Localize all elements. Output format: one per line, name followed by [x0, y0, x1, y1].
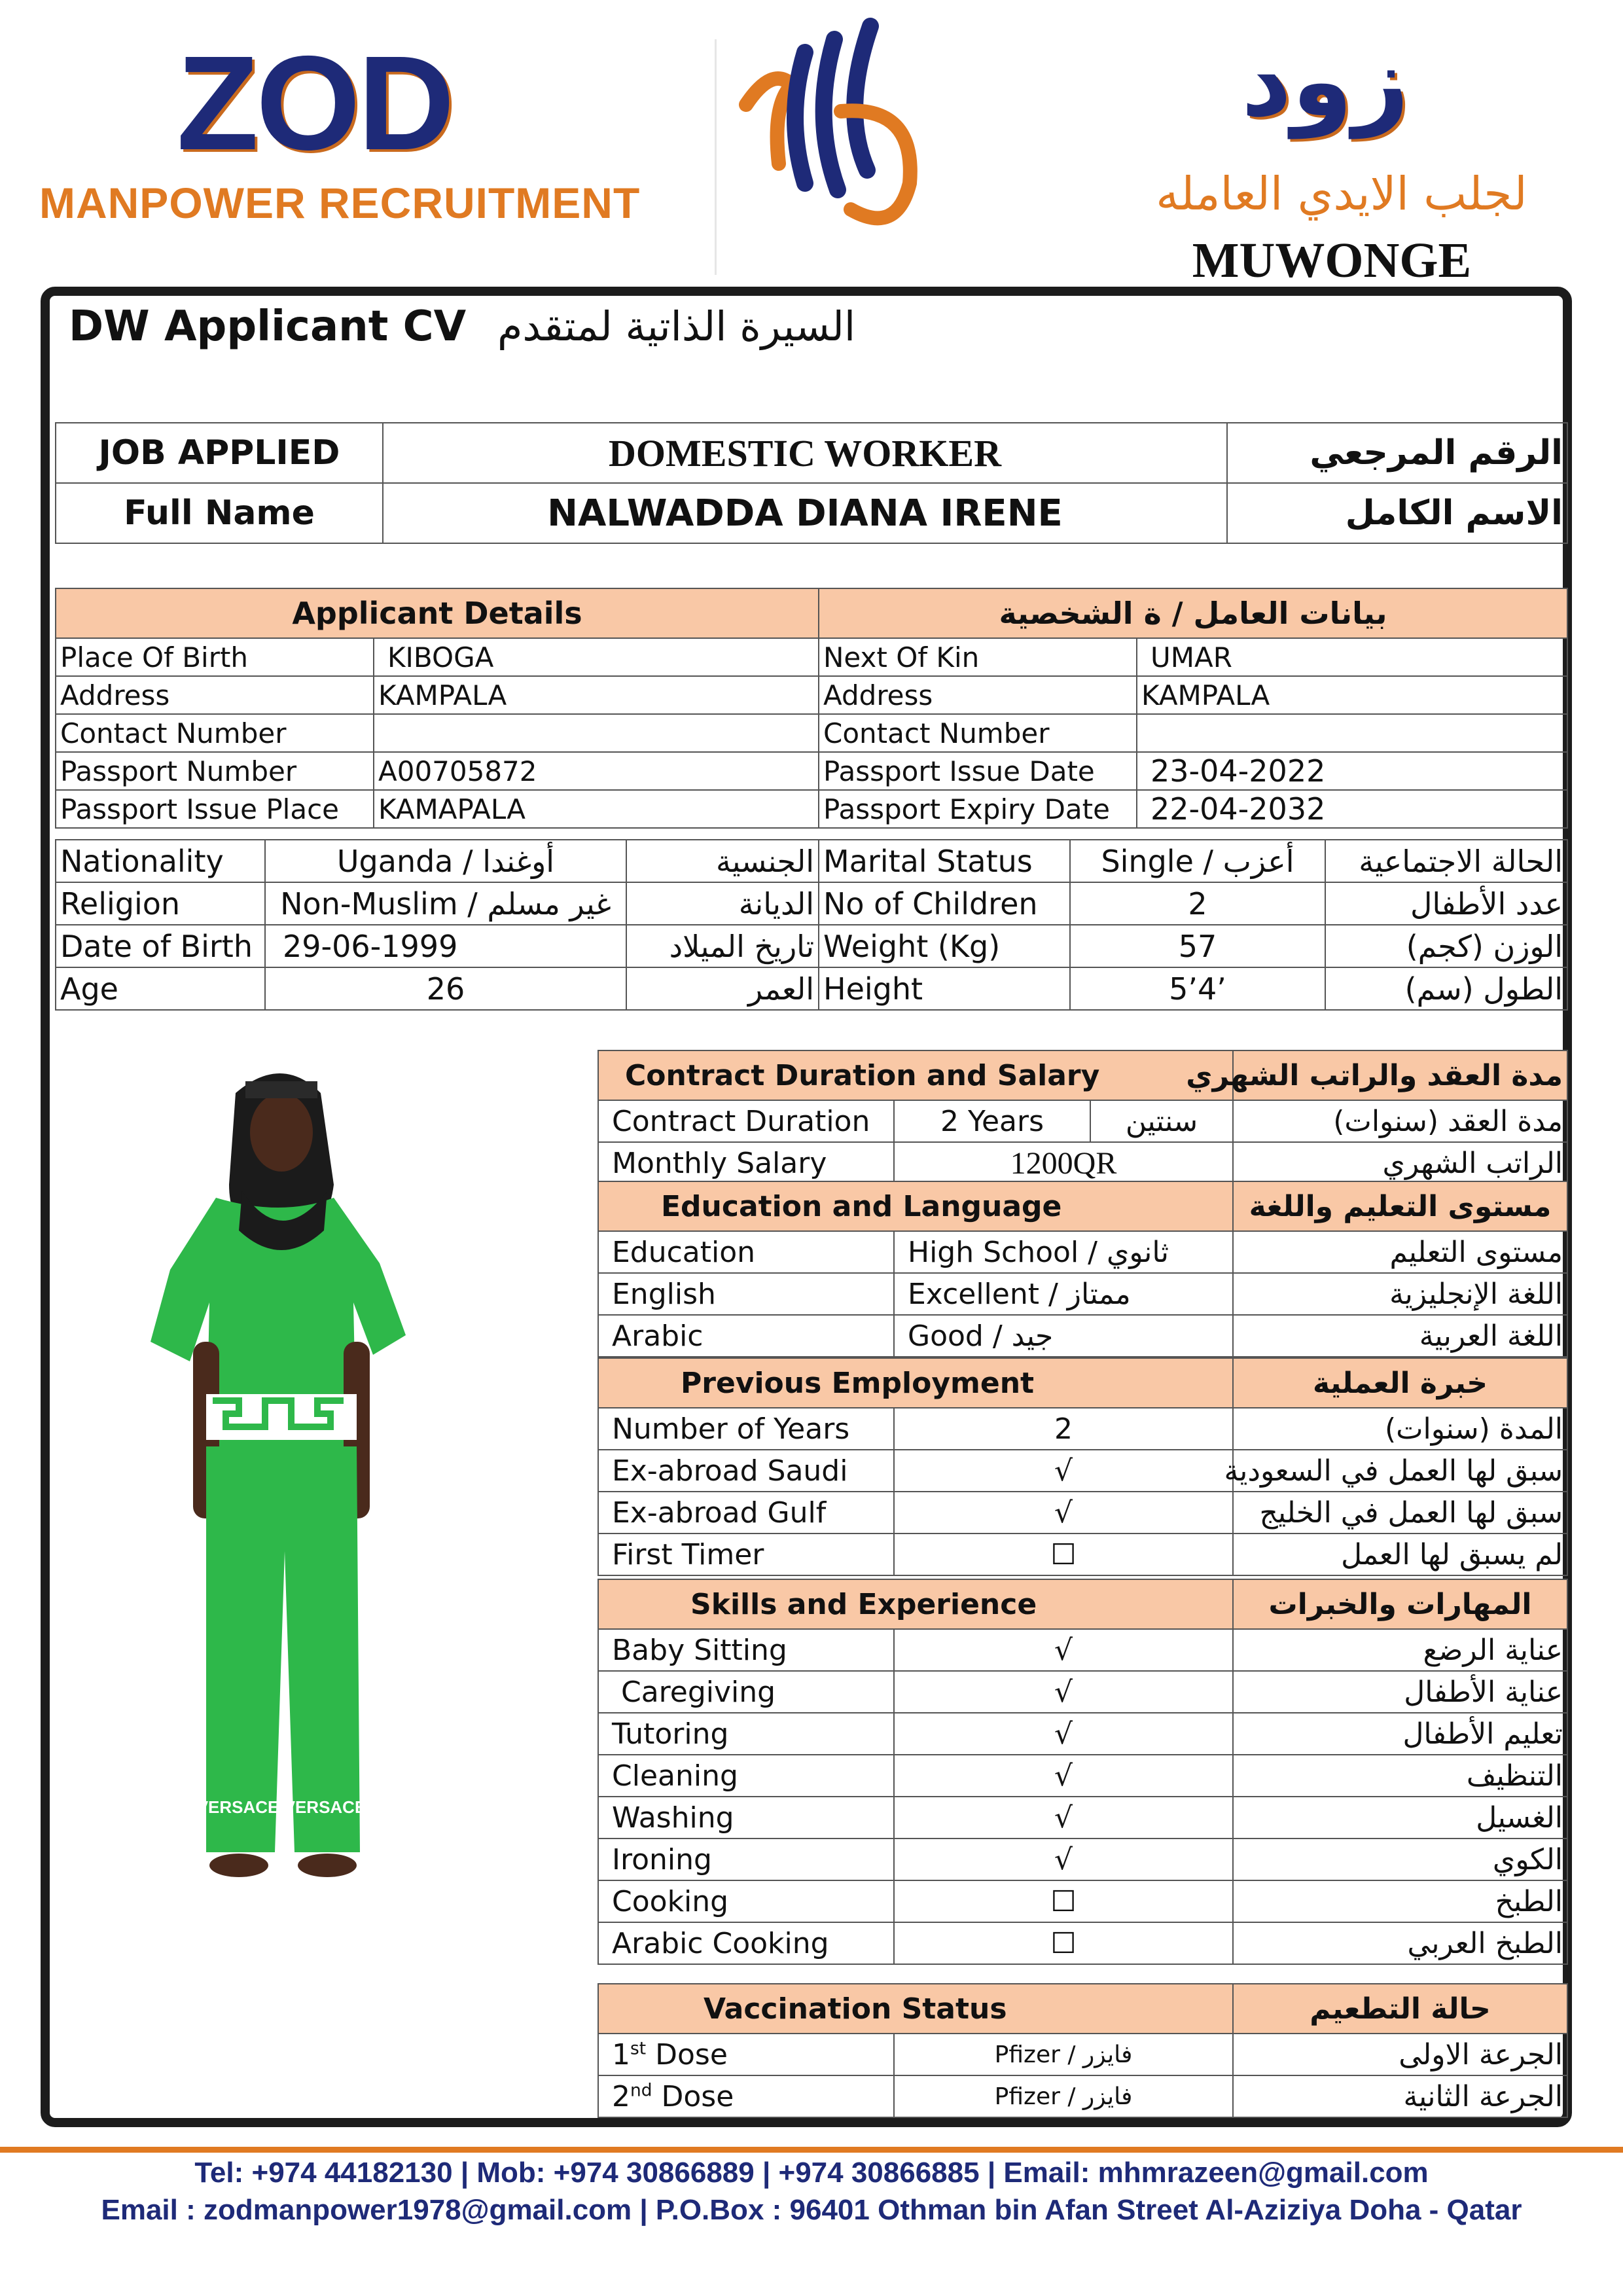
- skill-label: Arabic Cooking: [598, 1922, 894, 1964]
- cv-title: DW Applicant CV: [69, 302, 467, 351]
- table-row: [598, 1231, 1567, 1273]
- field-label: Age: [56, 967, 265, 1010]
- check-mark: √: [894, 1797, 1233, 1839]
- checkbox-empty: ☐: [894, 1534, 1233, 1575]
- section-header: [598, 1358, 1567, 1408]
- table-row: [56, 676, 1567, 714]
- table-row: [598, 1492, 1567, 1534]
- checkbox-empty: ☐: [894, 1922, 1233, 1964]
- skill-label: Baby Sitting: [598, 1629, 894, 1671]
- brand-logo-text: ZOD: [177, 28, 452, 178]
- contract-header-arabic: مدة العقد والراتب الشهري: [1233, 1050, 1567, 1100]
- footer-contact-line: Tel: +974 44182130 | Mob: +974 30866889 | +974 30866885 | Email: mhmrazeen@gmail.com: [194, 2157, 1429, 2189]
- field-label: Number of Years: [598, 1408, 894, 1450]
- field-label: No of Children: [819, 882, 1070, 925]
- contract-header: Contract Duration and Salary: [598, 1050, 1233, 1100]
- field-label: Passport Expiry Date: [819, 790, 1137, 828]
- dose-number: 2: [612, 2079, 630, 2113]
- check-mark: √: [894, 1450, 1233, 1492]
- field-label-arabic: سبق لها العمل في السعودية: [1233, 1450, 1567, 1492]
- check-mark: √: [894, 1713, 1233, 1755]
- dose-word: Dose: [652, 2079, 734, 2113]
- field-label: First Timer: [598, 1534, 894, 1575]
- field-label-arabic: الطول (سم): [1325, 967, 1567, 1010]
- table-row: [56, 714, 1567, 752]
- field-label: Contact Number: [819, 714, 1137, 752]
- table-row: [598, 1797, 1567, 1839]
- table-row: [598, 1100, 1567, 1142]
- field-label: Weight (Kg): [819, 925, 1070, 967]
- field-label: Nationality: [56, 840, 265, 882]
- education-header-arabic: مستوى التعليم واللغة: [1233, 1181, 1567, 1231]
- field-label: English: [598, 1273, 894, 1315]
- field-label-arabic: سبق لها العمل في الخليج: [1233, 1492, 1567, 1534]
- field-value: 57: [1070, 925, 1325, 967]
- skill-label-arabic: عناية الرضع: [1233, 1629, 1567, 1671]
- dose-label-arabic: الجرعة الاولى: [1233, 2034, 1567, 2075]
- employment-header: Previous Employment: [598, 1358, 1233, 1408]
- table-row: [598, 1273, 1567, 1315]
- employment-table: [597, 1357, 1568, 1576]
- field-value: Single / أعزب: [1070, 840, 1325, 882]
- field-label: Passport Issue Date: [819, 752, 1137, 790]
- field-label: Passport Number: [56, 752, 374, 790]
- field-label-arabic: المدة (سنوات): [1233, 1408, 1567, 1450]
- section-header: [598, 1181, 1567, 1231]
- field-label: Place Of Birth: [56, 638, 374, 676]
- employment-header-arabic: خبرة العملية: [1233, 1358, 1567, 1408]
- field-label-arabic: الجنسية: [626, 840, 819, 882]
- table-row: [56, 752, 1567, 790]
- field-label: Passport Issue Place: [56, 790, 374, 828]
- field-value: [1137, 714, 1567, 752]
- skill-label-arabic: الكوي: [1233, 1839, 1567, 1880]
- applicant-header: Applicant Details: [56, 588, 819, 638]
- field-value: KIBOGA: [374, 638, 819, 676]
- field-value: 2: [1070, 882, 1325, 925]
- field-value: Good / جيد: [894, 1315, 1233, 1357]
- table-row: [598, 2075, 1567, 2117]
- dose-label: [598, 2075, 894, 2117]
- check-mark: √: [894, 1629, 1233, 1671]
- section-header: [598, 1579, 1567, 1629]
- skill-label: Cooking: [598, 1880, 894, 1922]
- table-row: [598, 1450, 1567, 1492]
- applicant-header-arabic: بيانات العامل / ة الشخصية: [819, 588, 1567, 638]
- field-value: 5’4’: [1070, 967, 1325, 1010]
- table-row: [598, 1629, 1567, 1671]
- table-row: [598, 1142, 1567, 1184]
- applicant-personal-table: [55, 839, 1568, 1011]
- header-divider: [715, 39, 717, 275]
- field-label-arabic: تاريخ الميلاد: [626, 925, 819, 967]
- agent-name: MUWONGE: [1192, 233, 1472, 288]
- table-row: [598, 1534, 1567, 1575]
- applicant-details-table: [55, 588, 1568, 829]
- field-label: Religion: [56, 882, 265, 925]
- footer-address-line: Email : zodmanpower1978@gmail.com | P.O.Box : 96401 Othman bin Afan Street Al-Aziziya Doha - Qatar: [101, 2194, 1522, 2226]
- field-value: 23-04-2022: [1137, 752, 1567, 790]
- section-header: [598, 1984, 1567, 2034]
- field-label-arabic: العمر: [626, 967, 819, 1010]
- job-label: JOB APPLIED: [56, 423, 383, 483]
- table-row: [56, 840, 1567, 882]
- field-label: Contract Duration: [598, 1100, 894, 1142]
- field-label-arabic: الحالة الاجتماعية: [1325, 840, 1567, 882]
- table-row: [598, 1880, 1567, 1922]
- field-value: High School / ثانوي: [894, 1231, 1233, 1273]
- field-label-arabic: عدد الأطفال: [1325, 882, 1567, 925]
- vaccination-table: [597, 1983, 1568, 2118]
- section-header: [598, 1050, 1567, 1100]
- check-mark: √: [894, 1839, 1233, 1880]
- field-label: Marital Status: [819, 840, 1070, 882]
- vaccination-header-arabic: حالة التطعيم: [1233, 1984, 1567, 2034]
- table-row: [598, 1408, 1567, 1450]
- brand-mark-icon: [733, 13, 942, 255]
- dose-value: Pfizer / فايزر: [894, 2034, 1233, 2075]
- dose-number: 1: [612, 2037, 630, 2072]
- field-value: 2: [894, 1408, 1233, 1450]
- vaccination-header: Vaccination Status: [598, 1984, 1233, 2034]
- checkbox-empty: ☐: [894, 1880, 1233, 1922]
- dose-word: Dose: [646, 2037, 728, 2072]
- dose-label: [598, 2034, 894, 2075]
- field-label: Address: [819, 676, 1137, 714]
- field-label-arabic: الراتب الشهري: [1233, 1142, 1567, 1184]
- skill-label-arabic: عناية الأطفال: [1233, 1671, 1567, 1713]
- field-label: Address: [56, 676, 374, 714]
- field-value: [374, 714, 819, 752]
- field-label: Date of Birth: [56, 925, 265, 967]
- name-label-arabic: الاسم الكامل: [1227, 483, 1567, 543]
- field-label: Monthly Salary: [598, 1142, 894, 1184]
- field-value: KAMPALA: [1137, 676, 1567, 714]
- check-mark: √: [894, 1492, 1233, 1534]
- table-row: [598, 1713, 1567, 1755]
- education-header: Education and Language: [598, 1181, 1233, 1231]
- contract-table: [597, 1050, 1568, 1185]
- check-mark: √: [894, 1755, 1233, 1797]
- field-label-arabic: الديانة: [626, 882, 819, 925]
- table-row: [56, 423, 1567, 483]
- table-row: [56, 483, 1567, 543]
- name-value: NALWADDA DIANA IRENE: [383, 483, 1227, 543]
- skill-label: Cleaning: [598, 1755, 894, 1797]
- name-label: Full Name: [56, 483, 383, 543]
- dose-suffix: nd: [630, 2079, 652, 2100]
- skill-label-arabic: التنظيف: [1233, 1755, 1567, 1797]
- field-value: 1200QR: [894, 1142, 1233, 1184]
- table-row: [598, 2034, 1567, 2075]
- field-label: Education: [598, 1231, 894, 1273]
- field-label: Ex-abroad Saudi: [598, 1450, 894, 1492]
- skill-label: Tutoring: [598, 1713, 894, 1755]
- table-row: [56, 638, 1567, 676]
- field-label-arabic: الوزن (كجم): [1325, 925, 1567, 967]
- field-value: KAMAPALA: [374, 790, 819, 828]
- field-label: Arabic: [598, 1315, 894, 1357]
- table-row: [598, 1755, 1567, 1797]
- brand-logo-arabic: زود: [1241, 25, 1410, 139]
- table-row: [56, 882, 1567, 925]
- field-label: Ex-abroad Gulf: [598, 1492, 894, 1534]
- field-label-arabic: مستوى التعليم: [1233, 1231, 1567, 1273]
- field-label-arabic: مدة العقد (سنوات): [1233, 1100, 1567, 1142]
- field-label: Height: [819, 967, 1070, 1010]
- brand-subtitle: MANPOWER RECRUITMENT: [39, 179, 641, 227]
- field-value-arabic: سنتين: [1090, 1100, 1233, 1142]
- field-value: 29-06-1999: [265, 925, 626, 967]
- skill-label-arabic: الطبخ العربي: [1233, 1922, 1567, 1964]
- table-row: [598, 1839, 1567, 1880]
- skills-table: [597, 1579, 1568, 1965]
- dose-suffix: st: [630, 2037, 647, 2058]
- skill-label: Ironing: [598, 1839, 894, 1880]
- check-mark: √: [894, 1671, 1233, 1713]
- table-row: [598, 1315, 1567, 1357]
- footer-divider: [0, 2147, 1623, 2153]
- field-value: Non-Muslim / غير مسلم: [265, 882, 626, 925]
- field-label-arabic: اللغة الإنجليزية: [1233, 1273, 1567, 1315]
- cv-title-arabic: السيرة الذاتية لمتقدم: [497, 302, 856, 350]
- field-value: Uganda / أوغندا: [265, 840, 626, 882]
- skill-label-arabic: الغسيل: [1233, 1797, 1567, 1839]
- skill-label: Washing: [598, 1797, 894, 1839]
- skill-label-arabic: الطبخ: [1233, 1880, 1567, 1922]
- applicant-photo: [65, 1054, 497, 1931]
- section-header: [56, 588, 1567, 638]
- field-label: Contact Number: [56, 714, 374, 752]
- field-value: 26: [265, 967, 626, 1010]
- field-label: Next Of Kin: [819, 638, 1137, 676]
- job-value: DOMESTIC WORKER: [383, 423, 1227, 483]
- education-table: [597, 1181, 1568, 1357]
- field-value: 2 Years: [894, 1100, 1090, 1142]
- field-value: Excellent / ممتاز: [894, 1273, 1233, 1315]
- table-row: [56, 790, 1567, 828]
- skills-header: Skills and Experience: [598, 1579, 1233, 1629]
- job-label-arabic: الرقم المرجعي: [1227, 423, 1567, 483]
- jersey-text: VERSACE VERSACE: [196, 1797, 366, 1817]
- table-row: [598, 1922, 1567, 1964]
- field-value: 22-04-2032: [1137, 790, 1567, 828]
- job-table: [55, 422, 1568, 544]
- field-label-arabic: لم يسبق لها العمل: [1233, 1534, 1567, 1575]
- dose-label-arabic: الجرعة الثانية: [1233, 2075, 1567, 2117]
- skills-header-arabic: المهارات والخبرات: [1233, 1579, 1567, 1629]
- table-row: [598, 1671, 1567, 1713]
- table-row: [56, 925, 1567, 967]
- field-value: UMAR: [1137, 638, 1567, 676]
- skill-label: Caregiving: [598, 1671, 894, 1713]
- table-row: [56, 967, 1567, 1010]
- field-label-arabic: اللغة العربية: [1233, 1315, 1567, 1357]
- dose-value: Pfizer / فايزر: [894, 2075, 1233, 2117]
- field-value: KAMPALA: [374, 676, 819, 714]
- brand-subtitle-arabic: لجلب الايدي العامله: [1156, 167, 1527, 221]
- skill-label-arabic: تعليم الأطفال: [1233, 1713, 1567, 1755]
- field-value: A00705872: [374, 752, 819, 790]
